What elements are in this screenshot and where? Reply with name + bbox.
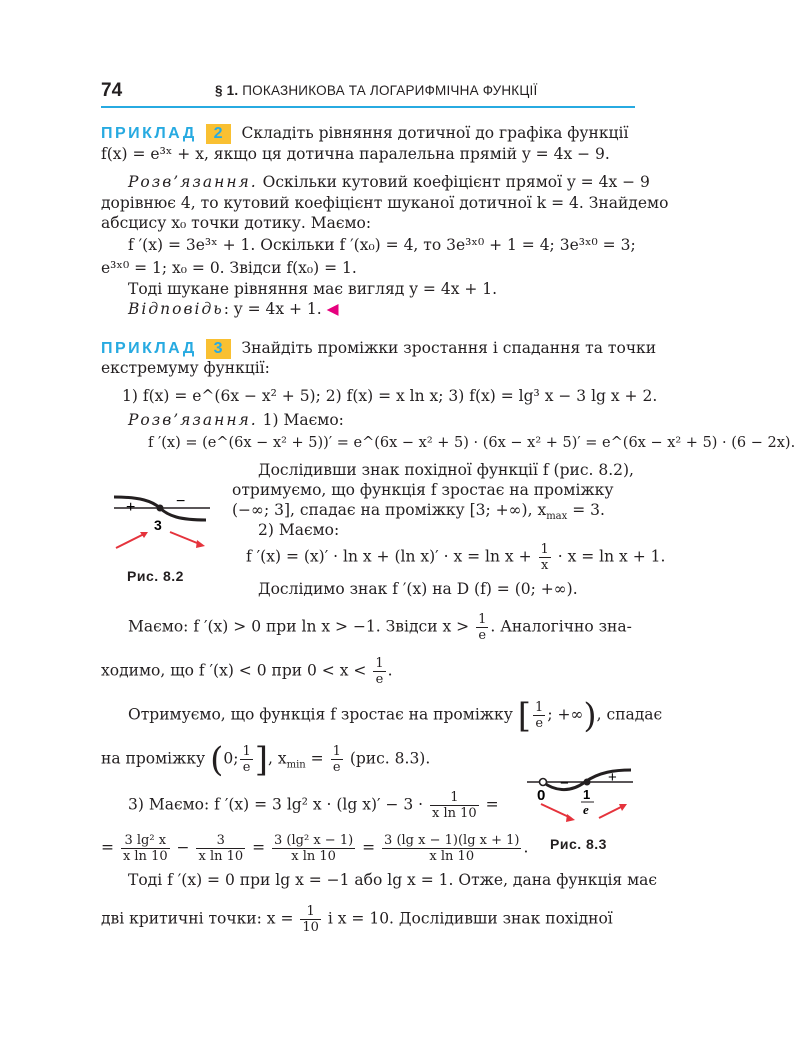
example2-solution-line1	[128, 172, 650, 192]
example2-solution-line3: абсцису x₀ точки дотику. Маємо:	[101, 214, 372, 232]
fraction-denominator: e	[332, 760, 341, 775]
have-line1-start: Маємо: f ′(x) > 0 при ln x > −1. Звідси x >	[128, 617, 470, 636]
fraction	[272, 833, 355, 864]
decrease-arrow	[541, 804, 571, 818]
example2-task-line1: Складіть рівняння дотичної до графіка функції	[241, 124, 629, 142]
equals: =	[305, 749, 324, 768]
derivative-2	[246, 542, 665, 573]
example2-then-line: Тоді шукане рівняння має вигляд y = 4x + 1.	[128, 280, 498, 298]
fraction-numerator: 1	[540, 542, 549, 557]
interval-head: 0;	[223, 749, 239, 768]
then-line2	[101, 904, 613, 935]
fraction	[373, 656, 385, 687]
figure-8-3-caption: Рис. 8.3	[550, 836, 607, 852]
figure-8-2	[110, 488, 220, 558]
derivative-1: f ′(x) = (e^(6x − x² + 5))′ = e^(6x − x² + 5) · (6x − x² + 5)′ = e^(6x − x² + 5) · (6 − 2x).	[148, 435, 795, 451]
then-line1: Тоді f ′(x) = 0 при lg x = −1 або lg x = 1. Отже, дана функція має	[128, 871, 658, 889]
example3-solution-intro	[128, 410, 344, 430]
minus: −	[176, 838, 190, 857]
point-denominator: e	[583, 802, 589, 817]
decrease-arrowhead	[566, 814, 575, 822]
part3-start: 3) Маємо: f ′(x) = 3 lg² x · (lg x)′ − 3 ·	[128, 795, 424, 814]
example2-answer	[128, 299, 339, 319]
increase-arrow	[116, 533, 146, 548]
xmax-value: = 3.	[567, 501, 605, 519]
running-header	[215, 83, 537, 98]
figure-8-3	[523, 768, 638, 828]
example2-solution-line2: дорівнює 4, то кутовий коефіцієнт шуканої дотичної k = 4. Знайдемо	[101, 194, 669, 212]
domain-start-point	[540, 779, 547, 786]
equals: =	[252, 838, 266, 857]
fraction	[300, 904, 321, 935]
answer-value: : y = 4x + 1.	[223, 300, 322, 318]
solution-label: Розв’язання.	[128, 411, 258, 429]
example3-heading	[101, 338, 656, 359]
paragraph1-line3-text: (−∞; 3], спадає на проміжку [3; +∞), x	[232, 501, 547, 519]
fraction-numerator: 1	[430, 790, 479, 806]
fraction-denominator: e	[535, 716, 544, 731]
have-line2	[101, 656, 393, 687]
decrease-text: на проміжку	[101, 749, 206, 768]
equals: =	[362, 838, 376, 857]
minus-sign: −	[176, 493, 186, 510]
equals: =	[485, 795, 499, 814]
xmax-subscript: max	[546, 511, 568, 522]
figure-reference: (рис. 8.3).	[344, 749, 431, 768]
paragraph2-head: 2) Маємо:	[258, 521, 340, 539]
xmin-symbol: , x	[268, 749, 287, 768]
fraction-denominator: e	[478, 628, 487, 643]
example3-items: 1) f(x) = e^(6x − x² + 5); 2) f(x) = x ln x; 3) f(x) = lg³ x − 3 lg x + 2.	[122, 387, 658, 405]
bracket-right: ]	[254, 739, 269, 780]
fraction-denominator: x ln 10	[198, 849, 244, 864]
part3-line1	[128, 790, 499, 821]
fraction	[121, 833, 170, 864]
critical-points-end: і x = 10. Дослідивши знак похідної	[322, 909, 613, 928]
increase-end: , спадає	[596, 705, 663, 724]
example2-heading	[101, 123, 628, 144]
minus-sign: −	[560, 775, 569, 792]
bracket-left: (	[210, 739, 224, 780]
example2-task-line2: f(x) = e³ˣ + x, якщо ця дотична паралельна прямій y = 4x − 9.	[101, 145, 610, 163]
study-line: Дослідимо знак f ′(x) на D (f) = (0; +∞).	[258, 580, 578, 598]
fraction-denominator: x	[540, 558, 549, 573]
have-line1	[128, 612, 632, 643]
section-mark: § 1.	[215, 83, 239, 98]
fraction-numerator: 1	[535, 700, 544, 715]
example3-task-line1: Знайдіть проміжки зростання і спадання та точки	[241, 339, 657, 357]
fraction	[331, 744, 343, 775]
xmin-subscript: min	[286, 759, 306, 771]
fraction-numerator: 1	[478, 612, 487, 627]
fraction-numerator: 1	[300, 904, 321, 920]
critical-point	[584, 779, 591, 786]
fraction-numerator: 1	[242, 744, 251, 759]
example3-number: 3	[206, 339, 231, 359]
fraction-numerator: 1	[332, 744, 341, 759]
part3-line2	[101, 833, 528, 864]
fraction-denominator: x ln 10	[432, 806, 477, 821]
increase-text: Отримуємо, що функція f зростає на проміжку	[128, 705, 513, 724]
header-rule	[101, 106, 635, 108]
example3-task-line2: екстремуму функції:	[101, 359, 270, 377]
fraction-denominator: 10	[302, 920, 319, 935]
zero-label: 0	[537, 787, 546, 804]
fraction	[476, 612, 488, 643]
example2-tag: ПРИКЛАД	[101, 125, 197, 142]
example2-number: 2	[206, 124, 231, 144]
plus-sign: +	[608, 769, 617, 786]
example2-equation-line1: f ′(x) = 3e³ˣ + 1. Оскільки f ′(x₀) = 4, то 3e³ˣ⁰ + 1 = 4; 3e³ˣ⁰ = 3;	[128, 236, 636, 254]
period: .	[523, 838, 529, 857]
paragraph1-line1: Дослідивши знак похідної функції f (рис. 8.2),	[258, 461, 634, 479]
decrease-line	[101, 739, 431, 780]
answer-label: Відповідь	[128, 300, 224, 318]
fraction	[240, 744, 252, 775]
page-number: 74	[101, 80, 123, 101]
solution-intro-text: 1) Маємо:	[257, 411, 344, 429]
solution-text: Оскільки кутовий коефіцієнт прямої y = 4x − 9	[262, 173, 650, 191]
derivative-2-left: f ′(x) = (x)′ · ln x + (ln x)′ · x = ln x +	[246, 547, 532, 566]
fraction-numerator: 3	[196, 833, 245, 849]
have-line2-end: .	[387, 661, 393, 680]
section-title: ПОКАЗНИКОВА ТА ЛОГАРИФМІЧНА ФУНКЦІЇ	[242, 83, 538, 98]
fraction-denominator: x ln 10	[122, 849, 168, 864]
decrease-arrowhead	[196, 540, 205, 548]
equals: =	[101, 838, 114, 857]
critical-point	[157, 505, 164, 512]
derivative-2-right: · x = ln x + 1.	[557, 547, 666, 566]
fraction-numerator: 3 lg² x	[121, 833, 170, 849]
plus-sign: +	[126, 499, 136, 516]
example2-equation-line2: e³ˣ⁰ = 1; x₀ = 0. Звідси f(x₀) = 1.	[101, 259, 357, 277]
fraction-numerator: 3 (lg² x − 1)	[274, 833, 354, 848]
increase-line	[128, 695, 663, 736]
critical-points-start: дві критичні точки: x =	[101, 909, 294, 928]
interval-tail: ; +∞	[547, 705, 584, 724]
fraction-denominator: x ln 10	[291, 849, 336, 864]
fraction-numerator: 3 (lg x − 1)(lg x + 1)	[384, 833, 520, 848]
fraction-denominator: x ln 10	[429, 849, 475, 864]
have-line2-start: ходимо, що f ′(x) < 0 при 0 < x <	[101, 661, 367, 680]
fraction	[533, 700, 545, 731]
fraction	[539, 542, 551, 573]
fraction-numerator: 1	[375, 656, 384, 671]
fraction	[430, 790, 479, 821]
fraction-denominator: e	[375, 672, 384, 687]
solution-label: Розв’язання.	[128, 173, 258, 191]
fraction	[382, 833, 521, 864]
example3-tag: ПРИКЛАД	[101, 340, 197, 357]
figure-8-2-caption: Рис. 8.2	[127, 568, 184, 584]
bracket-right: )	[583, 695, 597, 736]
bracket-left: [	[517, 695, 532, 736]
paragraph1-line2: отримуємо, що функція f зростає на проміжку	[232, 481, 614, 499]
fraction	[196, 833, 245, 864]
end-of-example-marker: ◀	[326, 300, 339, 318]
point-numerator: 1	[583, 787, 591, 802]
fraction-denominator: e	[242, 760, 251, 775]
point-label: 3	[154, 517, 162, 533]
have-line1-end: . Аналогічно зна-	[490, 617, 632, 636]
increase-arrow	[599, 806, 623, 818]
